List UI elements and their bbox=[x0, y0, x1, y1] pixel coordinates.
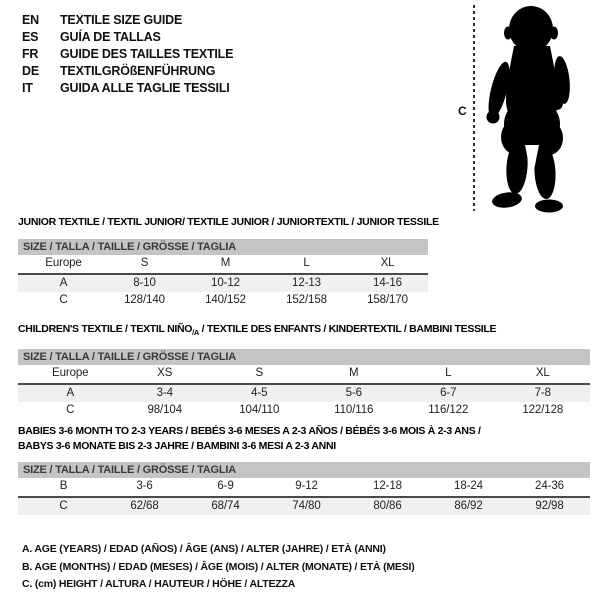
table-row-europe bbox=[18, 255, 428, 275]
size-cell: M bbox=[220, 257, 231, 269]
row-label: Europe bbox=[52, 367, 89, 380]
children-table bbox=[18, 349, 590, 420]
height-measure-label: C bbox=[458, 104, 467, 118]
value-cell: 14-16 bbox=[373, 276, 402, 289]
value-cell: 110/116 bbox=[334, 404, 374, 417]
children-table-section bbox=[18, 322, 590, 420]
value-cell: 158/170 bbox=[367, 294, 408, 306]
row-label: C bbox=[66, 404, 75, 417]
baby-silhouette-icon bbox=[484, 4, 584, 216]
value-cell: 86/92 bbox=[454, 499, 483, 512]
value-cell: 3-4 bbox=[156, 386, 173, 399]
babies-table-title-line2: BABYS 3-6 MONATE BIS 2-3 JAHRE / BAMBINI 3-6 MESI A 2-3 ANNI bbox=[18, 440, 336, 452]
lang-code: EN bbox=[22, 13, 39, 27]
size-cell: XL bbox=[535, 367, 550, 380]
footnote-b: B. AGE (MONTHS) / EDAD (MESES) / ÂGE (MOIS) / ALTER (MONATE) / ETÀ (MESI) bbox=[22, 560, 415, 573]
row-label: A bbox=[66, 386, 75, 399]
footnotes bbox=[22, 541, 415, 594]
value-cell: 12-18 bbox=[373, 480, 402, 492]
value-cell: 62/68 bbox=[130, 499, 159, 512]
table-row-age bbox=[18, 385, 590, 403]
lang-code: ES bbox=[22, 30, 39, 44]
lang-row-de bbox=[22, 63, 233, 80]
value-cell: 92/98 bbox=[535, 499, 564, 512]
footnote-a: A. AGE (YEARS) / EDAD (AÑOS) / ÂGE (ANS) / ALTER (JAHRE) / ETÀ (ANNI) bbox=[22, 543, 386, 555]
children-table-title bbox=[18, 322, 590, 340]
size-cell: L bbox=[445, 367, 452, 380]
lang-code: DE bbox=[22, 64, 39, 78]
row-label: A bbox=[59, 276, 68, 289]
size-cell: S bbox=[255, 367, 264, 380]
babies-table bbox=[18, 462, 590, 515]
height-measure-dashed-line bbox=[473, 5, 475, 211]
table-row-age-months bbox=[18, 478, 590, 498]
lang-code: FR bbox=[22, 47, 39, 61]
table-row-europe bbox=[18, 365, 590, 385]
size-cell: M bbox=[349, 367, 359, 380]
size-header-bar: SIZE / TALLA / TAILLE / GRÖSSE / TAGLIA bbox=[18, 349, 590, 365]
junior-table-section bbox=[18, 215, 439, 310]
row-label: B bbox=[59, 480, 68, 492]
value-cell: 152/158 bbox=[286, 294, 327, 306]
babies-table-title-line1: BABIES 3-6 MONTH TO 2-3 YEARS / BEBÉS 3-6 MESES A 2-3 AÑOS / BÉBÉS 3-6 MOIS À 2-3 ANS / bbox=[18, 425, 481, 437]
value-cell: 12-13 bbox=[292, 276, 321, 289]
table-row-height bbox=[18, 402, 590, 420]
value-cell: 80/86 bbox=[373, 499, 402, 512]
value-cell: 6-7 bbox=[440, 386, 457, 399]
babies-table-section bbox=[18, 424, 590, 515]
lang-title: TEXTILE SIZE GUIDE bbox=[60, 13, 183, 27]
junior-table bbox=[18, 239, 428, 310]
size-header-bar: SIZE / TALLA / TAILLE / GRÖSSE / TAGLIA bbox=[18, 239, 428, 255]
value-cell: 116/122 bbox=[428, 404, 469, 417]
size-cell: L bbox=[303, 257, 310, 269]
lang-row-es bbox=[22, 29, 233, 46]
value-cell: 6-9 bbox=[217, 480, 234, 492]
value-cell: 8-10 bbox=[133, 276, 156, 289]
value-cell: 128/140 bbox=[124, 294, 165, 306]
size-cell: S bbox=[140, 257, 149, 269]
title-subscript: /A bbox=[192, 328, 200, 338]
footnote-c: C. (cm) HEIGHT / ALTURA / HAUTEUR / HÖHE / ALTEZZA bbox=[22, 578, 296, 590]
language-header bbox=[22, 12, 233, 97]
table-row-height bbox=[18, 498, 590, 516]
value-cell: 4-5 bbox=[251, 386, 268, 399]
size-header-bar: SIZE / TALLA / TAILLE / GRÖSSE / TAGLIA bbox=[18, 462, 590, 478]
row-label: C bbox=[59, 499, 68, 512]
lang-code: IT bbox=[22, 81, 33, 95]
row-label: Europe bbox=[45, 257, 82, 269]
lang-row-en bbox=[22, 12, 233, 29]
lang-row-fr bbox=[22, 46, 233, 63]
lang-title: GUIDA ALLE TAGLIE TESSILI bbox=[60, 81, 230, 95]
value-cell: 122/128 bbox=[522, 404, 564, 417]
row-label: C bbox=[59, 294, 68, 306]
title-part: CHILDREN'S TEXTILE / TEXTIL NIÑO bbox=[18, 323, 193, 335]
table-row-age bbox=[18, 275, 428, 293]
value-cell: 5-6 bbox=[345, 386, 362, 399]
value-cell: 140/152 bbox=[205, 294, 246, 306]
title-part: / TEXTILE DES ENFANTS / KINDERTEXTIL / BAMBINI TESSILE bbox=[199, 323, 497, 335]
value-cell: 68/74 bbox=[211, 499, 240, 512]
value-cell: 9-12 bbox=[295, 480, 318, 492]
value-cell: 104/110 bbox=[239, 404, 280, 417]
size-cell: XL bbox=[380, 257, 395, 269]
table-row-height bbox=[18, 292, 428, 310]
value-cell: 74/80 bbox=[292, 499, 321, 512]
value-cell: 10-12 bbox=[211, 276, 240, 289]
lang-row-it bbox=[22, 80, 233, 97]
value-cell: 18-24 bbox=[454, 480, 483, 492]
size-cell: XS bbox=[157, 367, 173, 380]
junior-table-title: JUNIOR TEXTILE / TEXTIL JUNIOR/ TEXTILE JUNIOR / JUNIORTEXTIL / JUNIOR TESSILE bbox=[18, 216, 439, 228]
lang-title: GUIDE DES TAILLES TEXTILE bbox=[60, 47, 234, 61]
lang-title: GUÍA DE TALLAS bbox=[60, 30, 161, 44]
value-cell: 98/104 bbox=[147, 404, 183, 417]
lang-title: TEXTILGRÖßENFÜHRUNG bbox=[60, 64, 216, 78]
value-cell: 24-36 bbox=[535, 480, 564, 492]
value-cell: 3-6 bbox=[136, 480, 153, 492]
value-cell: 7-8 bbox=[534, 386, 551, 399]
